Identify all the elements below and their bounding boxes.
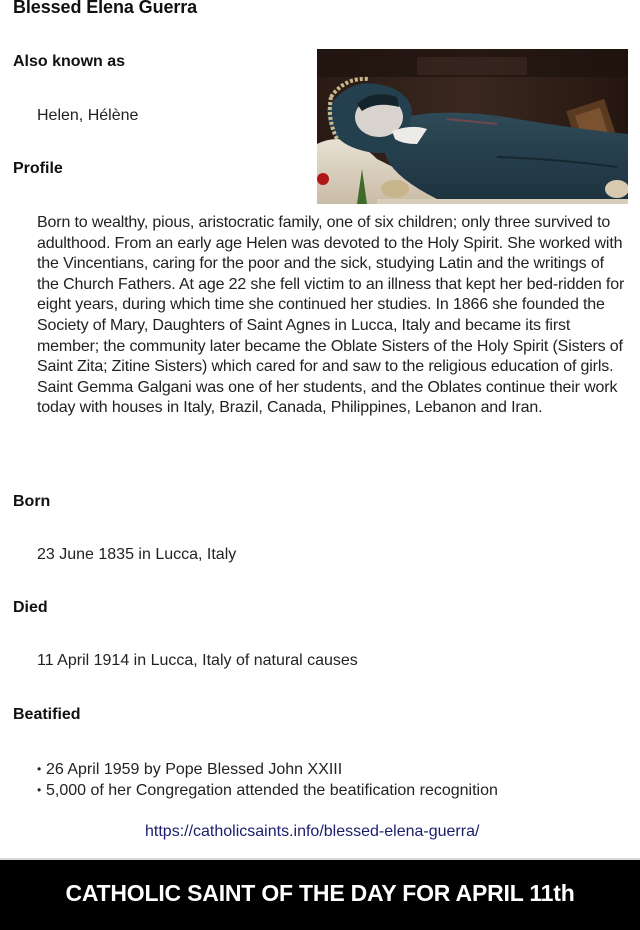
profile-text: Born to wealthy, pious, aristocratic family, one of six children; only three survived to adulthood. From an early age Helen was devoted to the Holy Spirit. She worked with the Vincentians, caring for the poor and the sick, studying Latin and the writings of the Church Fathers. At age 22 she fell victim to an illness that kept her bed-ridden for eight years, during which time she continued her studies. In 1866 she founded the Society of Mary, Daughters of Saint Agnes in Lucca, Italy and became its first member; the community later became the Oblate Sisters of the Holy Spirit (Sisters of Saint Zita; Zitine Sisters) which cared for and saw to the religious education of girls. Saint Gemma Galgani was one of her students, and the Oblates continue their work today with houses in Italy, Brazil, Canada, Philippines, Lebanon and Iran. xyxy=(37,214,625,417)
heading-died: Died xyxy=(13,599,48,616)
saint-of-the-day-banner xyxy=(0,860,640,930)
heading-born: Born xyxy=(13,493,51,510)
saint-photo xyxy=(317,49,628,204)
beatified-list-item: • 5,000 of her Congregation attended the beatification recognition xyxy=(37,780,498,801)
photo-illustration xyxy=(317,49,628,204)
heading-also-known-as: Also known as xyxy=(13,53,126,70)
source-link[interactable]: https://catholicsaints.info/blessed-elena-guerra/ xyxy=(145,823,480,840)
heading-beatified: Beatified xyxy=(13,706,81,723)
born-value: 23 June 1835 in Lucca, Italy xyxy=(37,546,237,563)
banner-text: CATHOLIC SAINT OF THE DAY FOR APRIL 11th xyxy=(65,879,575,906)
page-title: Blessed Elena Guerra xyxy=(13,0,198,17)
beatified-list-item: • 26 April 1959 by Pope Blessed John XXIII xyxy=(37,759,498,780)
beatified-list xyxy=(37,759,498,801)
died-value: 11 April 1914 in Lucca, Italy of natural causes xyxy=(37,652,358,669)
heading-profile: Profile xyxy=(13,160,63,177)
also-known-as-value: Helen, Hélène xyxy=(37,107,139,124)
